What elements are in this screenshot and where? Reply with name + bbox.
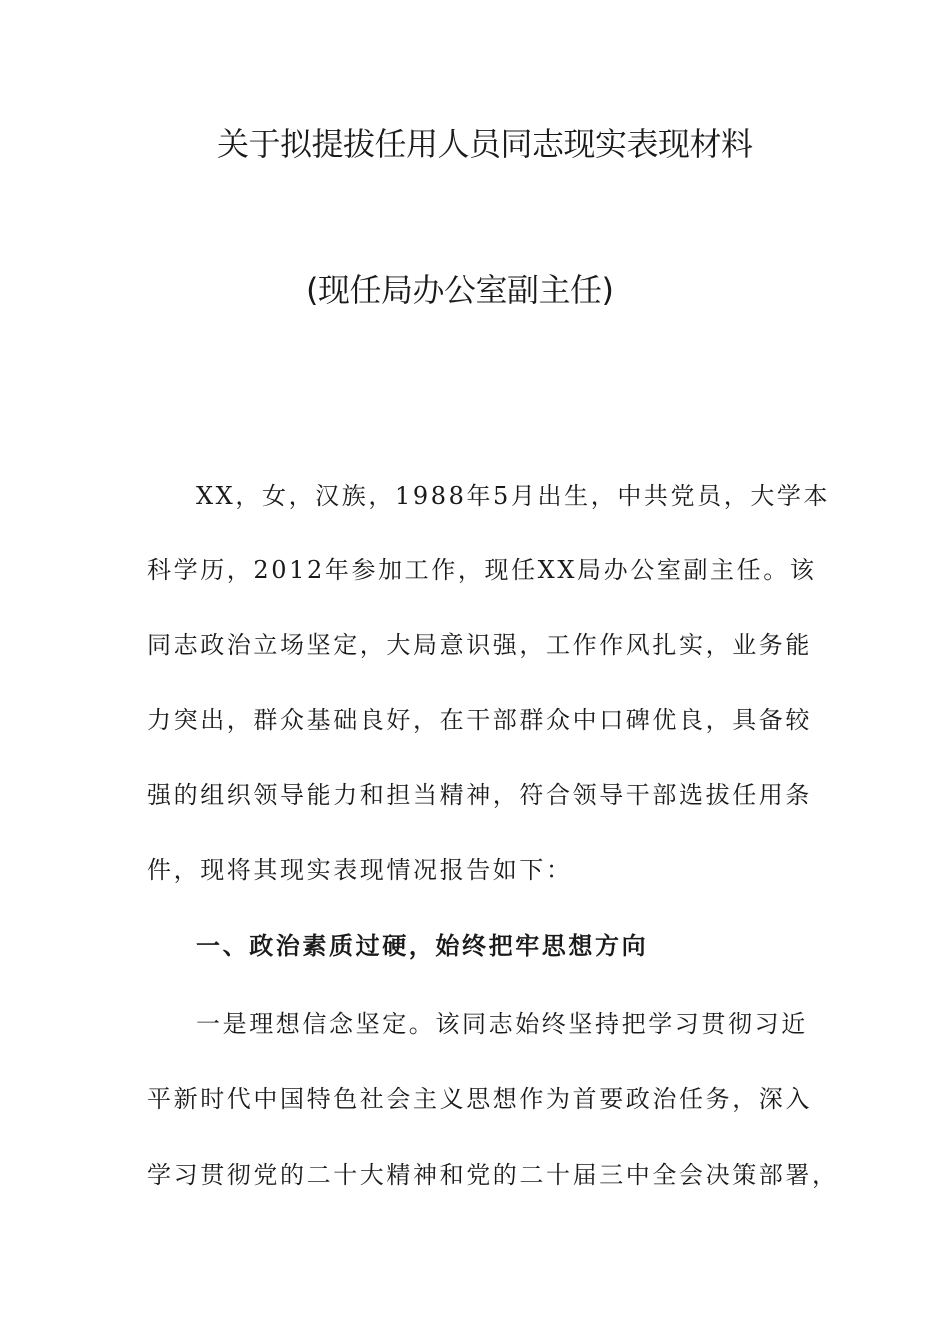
paragraph-1-line-1: XX，女，汉族，1988年5月出生，中共党员，大学本 — [196, 482, 831, 510]
paragraph-1-line-3: 同志政治立场坚定，大局意识强，工作作风扎实，业务能 — [147, 631, 812, 659]
paragraph-1-line-6: 件，现将其现实表现情况报告如下： — [147, 856, 573, 884]
section-1-heading: 一、政治素质过硬，始终把牢思想方向 — [196, 931, 649, 960]
paragraph-2-line-2: 平新时代中国特色社会主义思想作为首要政治任务，深入 — [147, 1085, 812, 1113]
document-title: 关于拟提拔任用人员同志现实表现材料 — [217, 125, 753, 163]
document-subtitle: (现任局办公室副主任) — [306, 271, 614, 309]
paragraph-2-line-3: 学习贯彻党的二十大精神和党的二十届三中全会决策部署， — [147, 1161, 839, 1189]
paragraph-1-line-5: 强的组织领导能力和担当精神，符合领导干部选拔任用条 — [147, 781, 812, 809]
paragraph-2-line-1: 一是理想信念坚定。该同志始终坚持把学习贯彻习近 — [196, 1010, 808, 1038]
paragraph-1-line-2: 科学历，2012年参加工作，现任XX局办公室副主任。该 — [147, 556, 817, 584]
paragraph-1-line-4: 力突出，群众基础良好，在干部群众中口碑优良，具备较 — [147, 706, 812, 734]
